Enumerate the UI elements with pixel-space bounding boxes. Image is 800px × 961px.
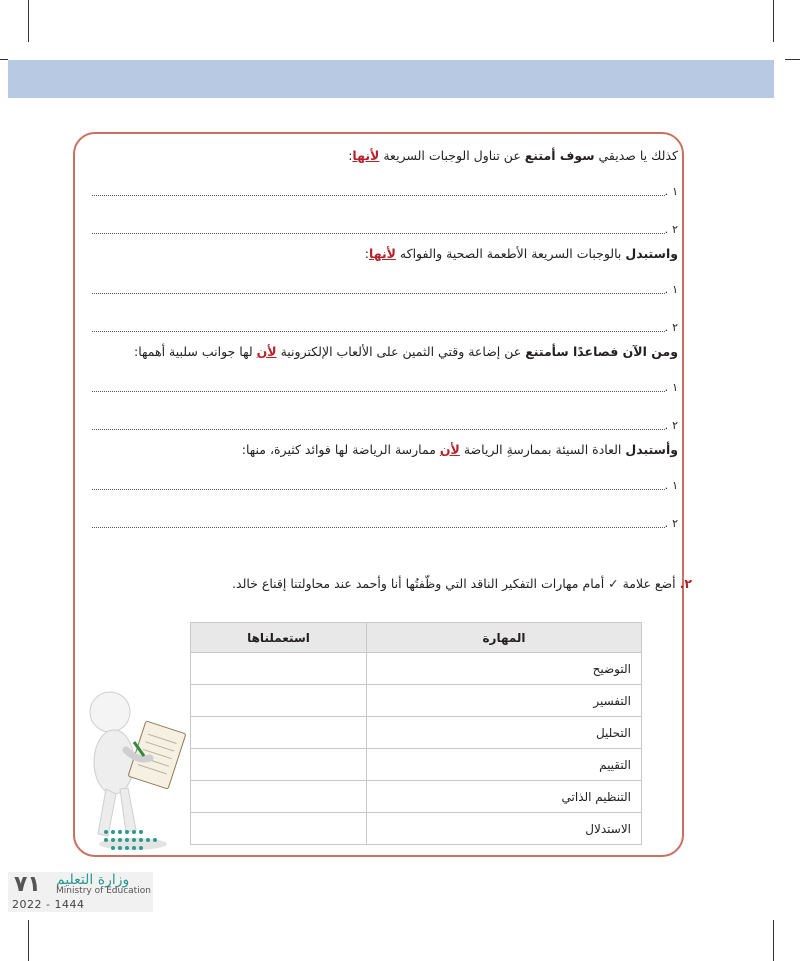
table-row: التوضيح (191, 653, 642, 685)
ministry-logo-dots (100, 824, 180, 860)
instruction: ٢. أضع علامة ✓ أمام مهارات التفكير الناقد التي وظّفتُها أنا وأحمد عند محاولتنا إقناع خالد. (232, 576, 692, 591)
table-row: التفسير (191, 685, 642, 717)
crop-mark (28, 920, 29, 961)
check-cell[interactable] (191, 781, 367, 813)
answer-line[interactable]: ٢ . (92, 514, 678, 534)
header-band (8, 60, 774, 98)
answer-line[interactable]: ١ . (92, 378, 678, 398)
page-number: ٧١ (14, 872, 41, 897)
table-header-skill: المهارة (367, 623, 642, 653)
section-prompt: واستبدل بالوجبات السريعة الأطعمة الصحية والفواكه لأنها: (364, 246, 678, 261)
answer-line[interactable]: ١ . (92, 476, 678, 496)
table-row: الاستدلال (191, 813, 642, 845)
table-row: التقييم (191, 749, 642, 781)
crop-mark (28, 0, 29, 42)
crop-mark (773, 920, 774, 961)
writing-sections (92, 146, 678, 534)
check-cell[interactable] (191, 749, 367, 781)
check-cell[interactable] (191, 717, 367, 749)
section-prompt: ومن الآن فصاعدًا سأمتنع عن إضاعة وقتي الثمين على الألعاب الإلكترونية لأن لها جوانب سلبية أهمها: (134, 344, 678, 359)
crop-mark (785, 59, 800, 60)
table-row: التحليل (191, 717, 642, 749)
section-prompt: وأستبدل العادة السيئة بممارسةِ الرياضة لأن ممارسة الرياضة لها فوائد كثيرة، منها: (241, 442, 678, 457)
answer-line[interactable]: ٢ . (92, 416, 678, 436)
edition-year: 2022 - 1444 (12, 898, 85, 911)
crop-mark (773, 0, 774, 42)
answer-line[interactable]: ٢ . (92, 318, 678, 338)
answer-line[interactable]: ٢ . (92, 220, 678, 240)
answer-line[interactable]: ١ . (92, 280, 678, 300)
skills-table (190, 622, 642, 845)
answer-line[interactable]: ١ . (92, 182, 678, 202)
table-row: التنظيم الذاتي (191, 781, 642, 813)
check-cell[interactable] (191, 653, 367, 685)
section-prompt: كذلك يا صديقي سوف أمتنع عن تناول الوجبات السريعة لأنها: (348, 148, 678, 163)
check-cell[interactable] (191, 813, 367, 845)
check-cell[interactable] (191, 685, 367, 717)
ministry-name-ar: وزارة التعليم (56, 872, 130, 888)
ministry-name-en: Ministry of Education (56, 886, 151, 896)
table-header-used: استعملناها (191, 623, 367, 653)
crop-mark (0, 59, 8, 60)
